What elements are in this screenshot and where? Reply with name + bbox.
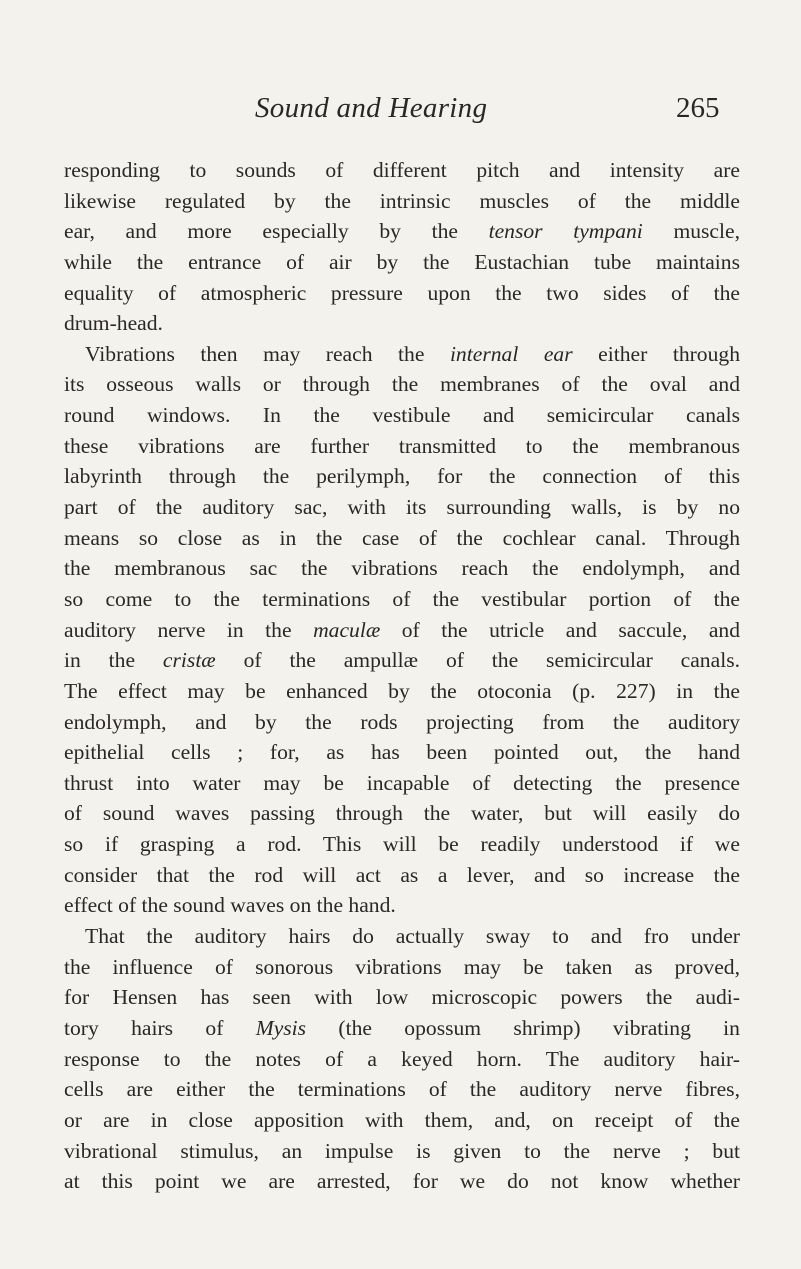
text-run: so come to the terminations of the vestibular portion of the <box>64 586 740 611</box>
text-run: so if grasping a rod. This will be readily understood if we <box>64 832 740 857</box>
text-line <box>64 216 740 247</box>
text-run: either through <box>572 341 740 366</box>
text-line <box>64 829 740 860</box>
italic-term: Mysis <box>255 1015 307 1040</box>
text-run: in the <box>64 648 163 673</box>
paragraph <box>64 155 740 339</box>
italic-term: internal ear <box>449 341 573 366</box>
text-run: the influence of sonorous vibrations may be taken as proved, <box>64 954 740 979</box>
text-run: equality of atmospheric pressure upon the two sides of the <box>64 280 740 305</box>
text-run: effect of the sound waves on the hand. <box>64 893 396 918</box>
text-run: vibrational stimulus, an impulse is given to the nerve ; but <box>64 1138 740 1163</box>
text-run: endolymph, and by the rods projecting from the auditory <box>64 709 740 734</box>
text-line <box>64 278 740 309</box>
text-run: part of the auditory sac, with its surrounding walls, is by no <box>64 495 740 520</box>
text-run: of sound waves passing through the water, but will easily do <box>64 801 740 826</box>
text-line <box>64 1044 740 1075</box>
text-run: at this point we are arrested, for we do not know whether <box>64 1169 740 1194</box>
text-run: The effect may be enhanced by the otoconia (p. 227) in the <box>64 678 740 703</box>
text-run: responding to sounds of different pitch and intensity are <box>64 158 740 182</box>
text-run: round windows. In the vestibule and semicircular canals <box>64 403 740 428</box>
text-line <box>64 461 740 492</box>
text-line <box>64 1136 740 1167</box>
text-line <box>64 952 740 983</box>
italic-term: cristæ <box>162 648 216 673</box>
text-line <box>64 523 740 554</box>
text-run: means so close as in the case of the cochlear canal. Through <box>64 525 740 550</box>
text-run: these vibrations are further transmitted to the membranous <box>64 433 740 458</box>
text-line <box>64 1105 740 1136</box>
text-line <box>64 860 740 891</box>
text-line <box>64 247 740 278</box>
page-number: 265 <box>676 92 720 124</box>
italic-term: tensor tympani <box>488 219 643 244</box>
text-line <box>64 1074 740 1105</box>
text-run: for Hensen has seen with low microscopic powers the audi- <box>64 985 740 1010</box>
text-line <box>64 737 740 768</box>
text-line <box>64 186 740 217</box>
text-line <box>64 982 740 1013</box>
text-line <box>64 1013 740 1044</box>
paragraph <box>64 339 740 921</box>
running-head <box>0 92 801 132</box>
text-run: (the opossum shrimp) vibrating in <box>306 1015 740 1040</box>
text-run: likewise regulated by the intrinsic muscles of the middle <box>64 188 740 213</box>
text-run: of the utricle and saccule, and <box>380 617 740 642</box>
text-line <box>64 400 740 431</box>
body-text <box>64 155 740 1197</box>
text-run: labyrinth through the perilymph, for the connection of this <box>64 464 740 489</box>
text-run: of the ampullæ of the semicircular canals. <box>215 648 740 673</box>
text-line <box>64 676 740 707</box>
text-run: That the auditory hairs do actually sway to and fro under <box>85 924 740 949</box>
text-line <box>64 155 740 186</box>
text-line <box>64 890 740 921</box>
text-run: while the entrance of air by the Eustachian tube maintains <box>64 249 740 274</box>
text-run: Vibrations then may reach the <box>85 341 450 366</box>
text-line <box>64 707 740 738</box>
text-run: response to the notes of a keyed horn. The auditory hair- <box>64 1046 740 1071</box>
italic-term: maculæ <box>313 617 381 642</box>
text-run: the membranous sac the vibrations reach the endolymph, and <box>64 556 740 581</box>
text-line <box>64 645 740 676</box>
text-line <box>64 921 740 952</box>
text-run: auditory nerve in the <box>64 617 314 642</box>
text-run: tory hairs of <box>64 1015 256 1040</box>
text-run: drum-head. <box>64 311 163 336</box>
text-run: consider that the rod will act as a lever, and so increase the <box>64 862 740 887</box>
text-line <box>64 768 740 799</box>
text-line <box>64 553 740 584</box>
text-run: epithelial cells ; for, as has been pointed out, the hand <box>64 740 740 765</box>
text-line <box>64 339 740 370</box>
text-line <box>64 308 740 339</box>
text-line <box>64 584 740 615</box>
text-run: cells are either the terminations of the auditory nerve fibres, <box>64 1077 740 1102</box>
running-title: Sound and Hearing <box>255 92 488 124</box>
text-run: ear, and more especially by the <box>64 219 489 244</box>
text-line <box>64 431 740 462</box>
paragraph <box>64 921 740 1197</box>
text-run: or are in close apposition with them, and, on receipt of the <box>64 1107 740 1132</box>
text-line <box>64 615 740 646</box>
text-line <box>64 798 740 829</box>
text-run: its osseous walls or through the membranes of the oval and <box>64 372 740 397</box>
text-line <box>64 369 740 400</box>
text-line <box>64 492 740 523</box>
text-run: thrust into water may be incapable of detecting the presence <box>64 770 740 795</box>
text-run: muscle, <box>642 219 741 244</box>
text-line <box>64 1166 740 1197</box>
